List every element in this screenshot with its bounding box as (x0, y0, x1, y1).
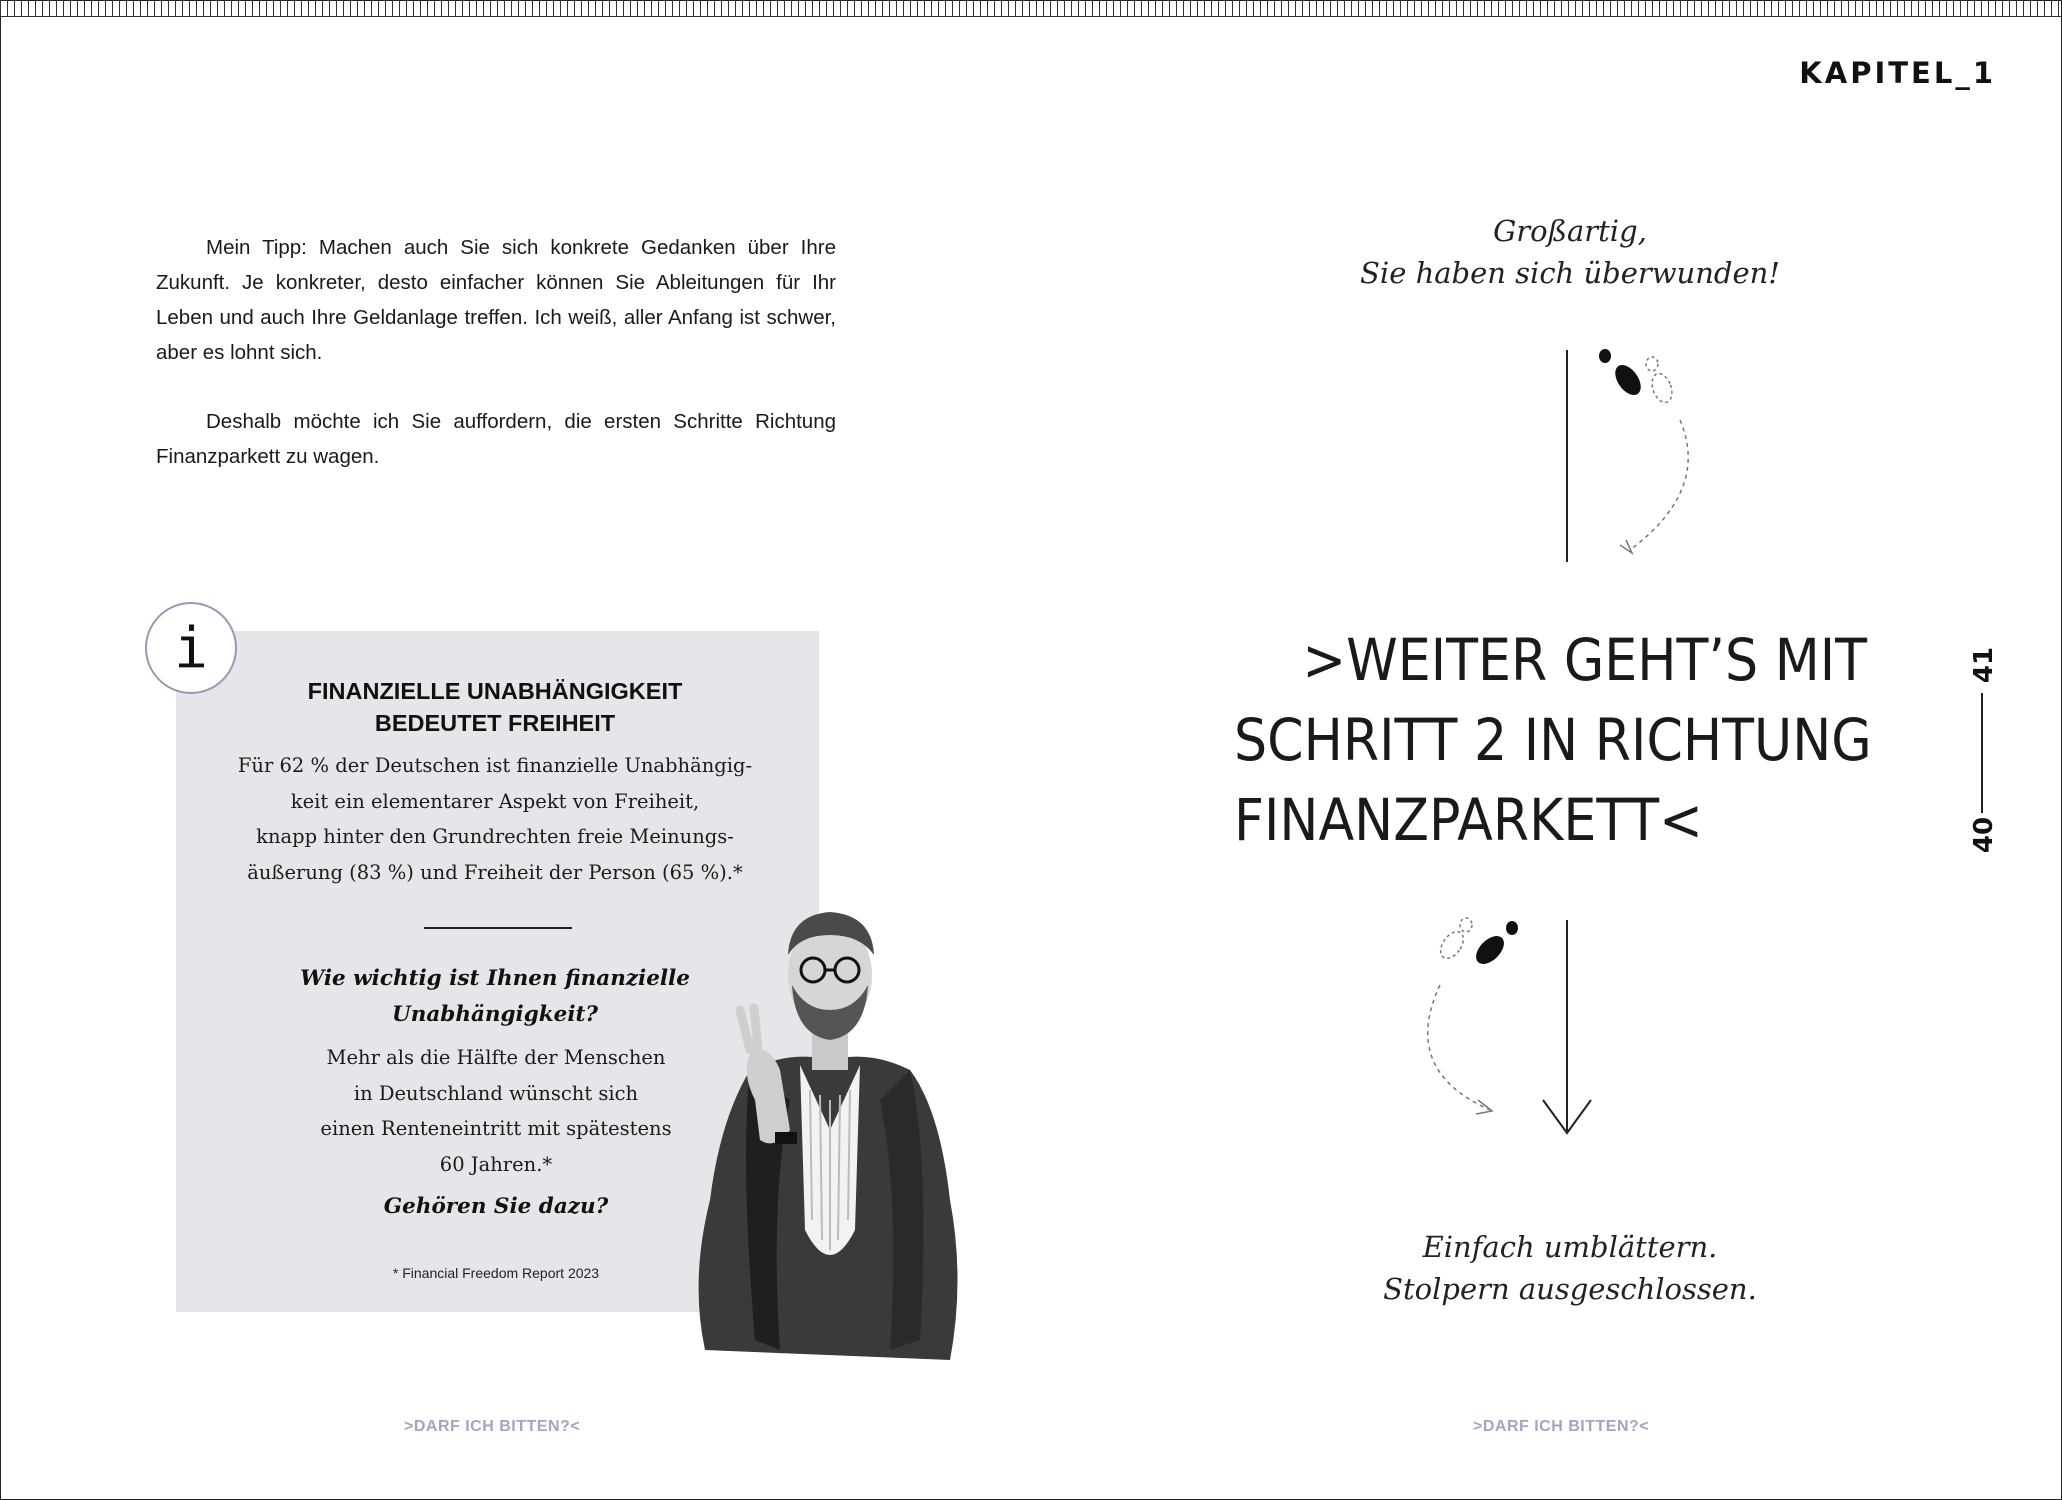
info-text-line: Für 62 % der Deutschen ist finanzielle Unabhängig- (237, 754, 753, 777)
right-footer: >DARF ICH BITTEN?< (1473, 1418, 1650, 1435)
answer-line: Mehr als die Hälfte der Menschen (326, 1046, 666, 1069)
curved-dashed-arrow (1630, 420, 1688, 550)
right-top-caption-line-1: Großartig, (1493, 214, 1647, 248)
footprint-outline-icon (1436, 918, 1472, 962)
footprint-outline-icon (1646, 357, 1676, 405)
curved-dashed-arrow (1428, 985, 1490, 1110)
body-paragraph-1-text: Mein Tipp: Machen auch Sie sich konkrete Gedanken über Ihre Zukunft. Je konkreter, desto einfacher können Sie Ableitungen für Ihr Leben und auch Ihre Geldanlage treffen. Ich weiß, aller Anfang ist schwer, aber es lohnt sich. (156, 236, 836, 364)
info-text-line: äußerung (83 %) und Freiheit der Person (65 %).* (247, 860, 743, 884)
page-number-41: 41 (1969, 646, 2000, 684)
page-number-divider (1981, 693, 1983, 813)
footprint-icon (1599, 349, 1646, 400)
headline-line-1: >WEITER GEHT’S MIT (1302, 626, 1868, 694)
info-box-closing-question: Gehören Sie dazu? (383, 1194, 609, 1219)
question-line-2: Unabhängigkeit? (391, 1002, 599, 1027)
dashed-arrow-head (1476, 1100, 1492, 1114)
headline (1234, 620, 1872, 860)
info-text-line: keit ein elementarer Aspekt von Freiheit, (290, 789, 700, 813)
right-top-caption-line-2: Sie haben sich überwunden! (1360, 256, 1780, 290)
answer-line: in Deutschland wünscht sich (353, 1081, 639, 1105)
headline-line-2: SCHRITT 2 IN RICHTUNG (1234, 706, 1872, 774)
question-line-1: Wie wichtig ist Ihnen finanzielle (300, 966, 690, 991)
body-paragraph-2-text: Deshalb möchte ich Sie auffordern, die ersten Schritte Richtung Finanzparkett zu wagen. (156, 410, 836, 468)
answer-line: 60 Jahren.* (439, 1152, 553, 1176)
right-bottom-caption-line-1: Einfach umblättern. (1422, 1230, 1718, 1264)
right-bottom-caption-line-2: Stolpern ausgeschlossen. (1383, 1272, 1757, 1306)
info-box-title-line-1: FINANZIELLE UNABHÄNGIGKEIT (307, 678, 683, 704)
footprint-icon (1471, 921, 1518, 969)
info-text-line: knapp hinter den Grundrechten freie Meinungs- (256, 825, 734, 848)
headline-line-3: FINANZPARKETT< (1234, 786, 1703, 854)
left-footer: >DARF ICH BITTEN?< (404, 1418, 581, 1435)
info-box-footnote: * Financial Freedom Report 2023 (392, 1265, 600, 1281)
answer-line: einen Renteneintritt mit spätestens (320, 1117, 672, 1140)
page-number-40: 40 (1969, 816, 2000, 854)
info-box-title-line-2: BEDEUTET FREIHEIT (374, 710, 616, 736)
dashed-arrow-head (1620, 540, 1632, 553)
right-bottom-caption (1280, 1226, 1860, 1310)
info-icon: i (145, 602, 237, 694)
chapter-label: KAPITEL_1 (1799, 56, 1996, 90)
